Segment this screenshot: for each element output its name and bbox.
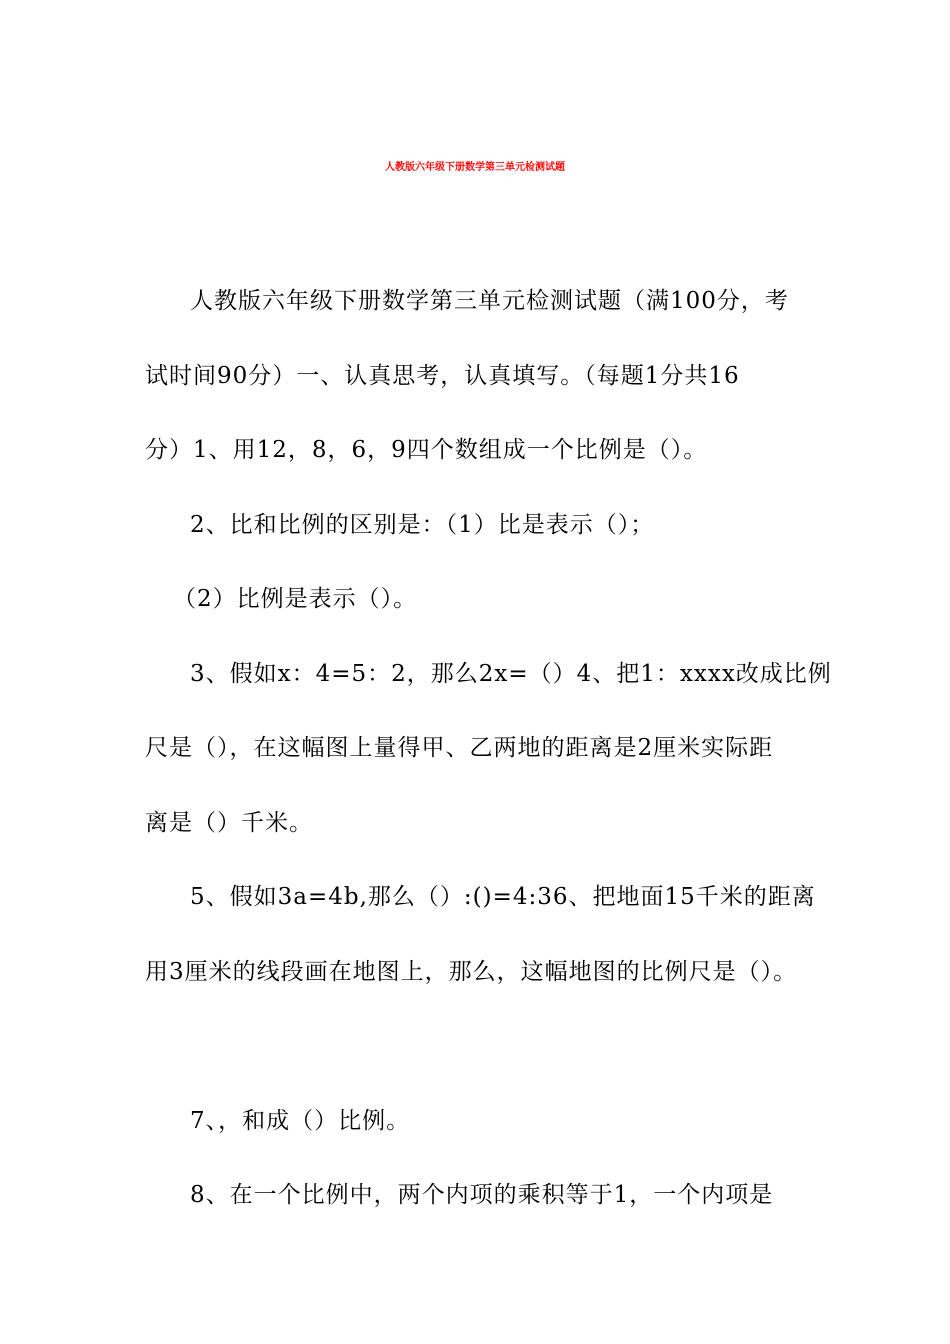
- text-line-4: 2、比和比例的区别是：（1）比是表示（）；: [190, 512, 655, 538]
- text-line-10: 用3厘米的线段画在地图上，那么，这幅地图的比例尺是（）。: [145, 959, 798, 985]
- text-line-9: 5、假如3a=4b,那么（）:()=4:36、把地面15千米的距离: [190, 884, 816, 910]
- text-line-11: 7、，和成（）比例。: [190, 1108, 411, 1134]
- text-line-3: 分）1、用12，8，6，9四个数组成一个比例是（）。: [145, 437, 708, 463]
- text-line-1: 人教版六年级下册数学第三单元检测试题（满100分，考: [190, 288, 789, 314]
- text-line-12: 8、在一个比例中，两个内项的乘积等于1，一个内项是: [190, 1182, 774, 1208]
- text-line-8: 离是（）千米。: [145, 810, 313, 836]
- text-line-5: （2）比例是表示（）。: [173, 586, 418, 612]
- text-line-2: 试时间90分）一、认真思考，认真填写。（每题1分共16: [145, 363, 740, 389]
- text-line-6: 3、假如x：4=5：2，那么2x=（）4、把1：xxxx改成比例: [190, 661, 832, 687]
- document-title: 人教版六年级下册数学第三单元检测试题: [385, 162, 565, 173]
- text-line-7: 尺是（），在这幅图上量得甲、乙两地的距离是2厘米实际距: [145, 735, 774, 761]
